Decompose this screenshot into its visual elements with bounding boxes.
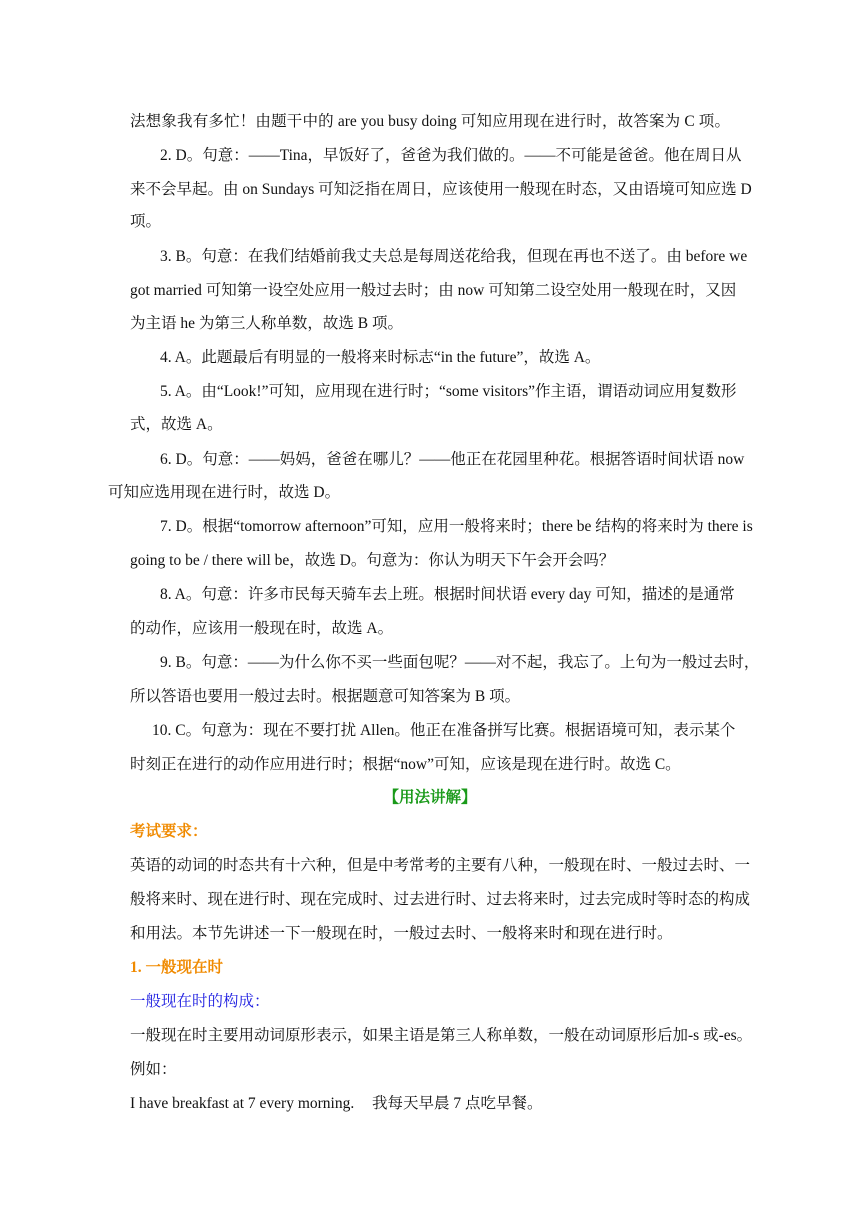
answer-2-line-1: 2. D。句意：——Tina，早饭好了，爸爸为我们做的。——不可能是爸爸。他在周日从 (160, 147, 742, 164)
answer-6-line-2: 可知应选用现在进行时，故选 D。 (108, 484, 341, 501)
answer-6-line-1: 6. D。句意：——妈妈，爸爸在哪儿？——他正在花园里种花。根据答语时间状语 now (160, 451, 745, 468)
section-1-body: 一般现在时主要用动词原形表示，如果主语是第三人称单数，一般在动词原形后加-s 或-es。 (130, 1027, 753, 1044)
usage-heading: 【用法讲解】 (383, 789, 477, 806)
intro-line-2: 般将来时、现在进行时、现在完成时、过去进行时、过去将来时，过去完成时等时态的构成 (130, 891, 751, 908)
answer-3-line-1: 3. B。句意：在我们结婚前我丈夫总是每周送花给我，但现在再也不送了。由 before we (160, 248, 748, 265)
answer-8-line-1: 8. A。句意：许多市民每天骑车去上班。根据时间状语 every day 可知，描述的是通常 (160, 586, 735, 603)
answer-8-line-2: 的动作，应该用一般现在时，故选 A。 (130, 620, 394, 637)
intro-line-1: 英语的动词的时态共有十六种，但是中考常考的主要有八种，一般现在时、一般过去时、一 (130, 857, 751, 874)
example-chinese: 我每天早晨 7 点吃早餐。 (372, 1095, 543, 1112)
example-label: 例如： (130, 1061, 177, 1078)
answer-3-line-2: got married 可知第一设空处应用一般过去时；由 now 可知第二设空处用一般现在时，又因 (130, 282, 737, 299)
section-1-subtitle: 一般现在时的构成： (130, 993, 270, 1010)
answer-10-line-1: 10. C。句意为：现在不要打扰 Allen。他正在准备拼写比赛。根据语境可知，表示某个 (152, 722, 736, 739)
answer-3-line-3: 为主语 he 为第三人称单数，故选 B 项。 (130, 315, 403, 332)
answer-2-line-3: 项。 (130, 213, 162, 230)
answer-10-line-2: 时刻正在进行的动作应用进行时；根据“now”可知，应该是现在进行时。故选 C。 (130, 756, 681, 773)
exam-requirements-label: 考试要求： (130, 823, 208, 840)
answer-2-line-2: 来不会早起。由 on Sundays 可知泛指在周日，应该使用一般现在时态，又由语境可知应选 D (130, 181, 752, 198)
example-english: I have breakfast at 7 every morning. (130, 1095, 355, 1112)
answer-7-line-2: going to be / there will be，故选 D。句意为：你认为明天下午会开会吗？ (130, 552, 615, 569)
answer-7-line-1: 7. D。根据“tomorrow afternoon”可知，应用一般将来时；there be 结构的将来时为 there is (160, 518, 753, 535)
intro-line-3: 和用法。本节先讲述一下一般现在时，一般过去时、一般将来时和现在进行时。 (130, 925, 673, 942)
answer-9-line-2: 所以答语也要用一般过去时。根据题意可知答案为 B 项。 (130, 688, 521, 705)
answer-1-line-1: 法想象我有多忙！由题干中的 are you busy doing 可知应用现在进行时，故答案为 C 项。 (130, 113, 730, 130)
answer-9-line-1: 9. B。句意：——为什么你不买一些面包呢？——对不起，我忘了。上句为一般过去时， (160, 654, 760, 671)
section-1-title: 1. 一般现在时 (130, 959, 224, 976)
answer-5-line-2: 式，故选 A。 (130, 416, 223, 433)
answer-5-line-1: 5. A。由“Look!”可知，应用现在进行时；“some visitors”作主语，谓语动词应用复数形 (160, 383, 737, 400)
answer-4-line-1: 4. A。此题最后有明显的一般将来时标志“in the future”，故选 A。 (160, 349, 601, 366)
